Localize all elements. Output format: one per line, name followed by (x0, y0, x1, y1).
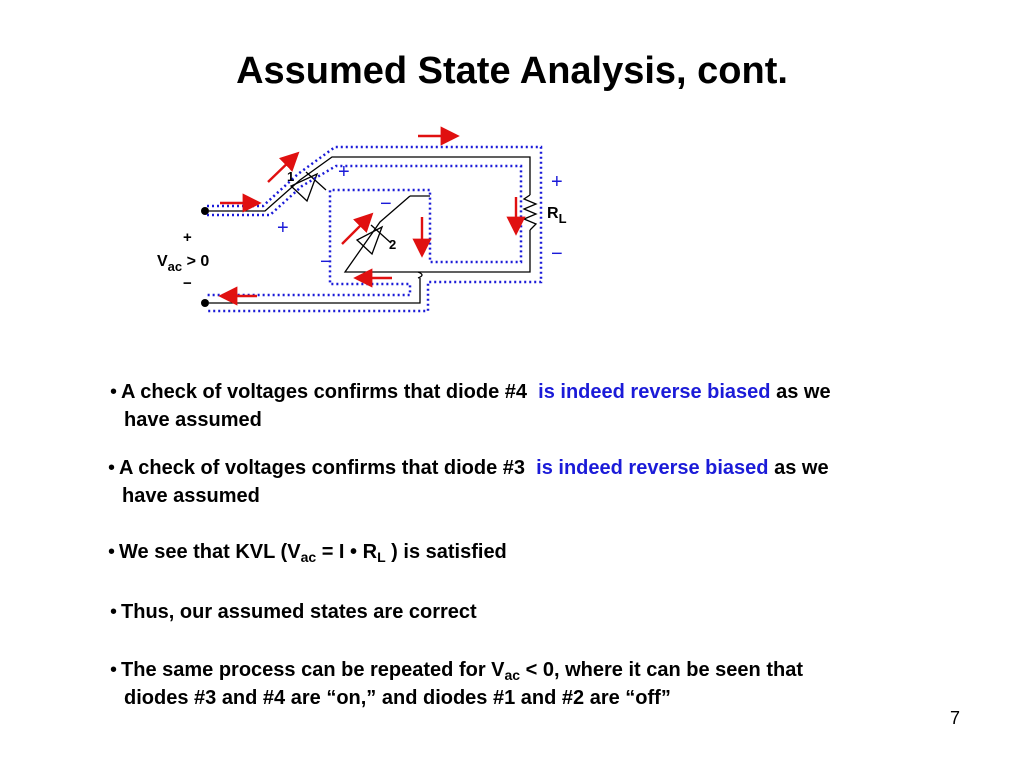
diode-2-symbol (357, 225, 391, 254)
circuit-wires (209, 157, 530, 303)
slide-title: Assumed State Analysis, cont. (236, 50, 788, 92)
current-path-dotted (207, 147, 541, 311)
polarity-d1-minus: − (380, 193, 392, 215)
vac-minus: − (183, 275, 192, 292)
bullet-diode3: • A check of voltages confirms that diode #3 is indeed reverse biased as we have assumed (108, 457, 829, 507)
bullet-states-correct: • Thus, our assumed states are correct (110, 601, 477, 623)
highlight-text: is indeed reverse biased (538, 381, 771, 403)
bullet-diode4: • A check of voltages confirms that diode #4 is indeed reverse biased as we have assumed (110, 381, 831, 431)
diode-1-label: 1 (287, 169, 295, 184)
vac-label: $V_{ac} > 0$ (157, 253, 210, 274)
polarity-d2-plus: + (277, 217, 289, 239)
polarity-d1-plus: + (338, 161, 350, 183)
highlight-text: is indeed reverse biased (536, 457, 769, 479)
resistor-rl (524, 195, 536, 230)
vac-plus: + (183, 229, 192, 246)
terminal-bottom (201, 299, 209, 307)
bullet-kvl: • We see that KVL ($V_{ac} = I$ • $R_L$ ) is satisfied (108, 541, 507, 565)
diode-2-label: 2 (389, 237, 397, 252)
polarity-rl-plus: + (551, 171, 563, 193)
polarity-d2-minus: − (320, 251, 332, 273)
page-number: 7 (950, 708, 961, 728)
bullet-vac-negative: • The same process can be repeated for $V_{ac} < 0$, where it can be seen that diodes #3 and #4 are “on,” and diodes #1 and #2 are “off” (110, 659, 803, 709)
polarity-rl-minus: − (551, 243, 563, 265)
rl-label: $R_L$ (547, 205, 567, 226)
